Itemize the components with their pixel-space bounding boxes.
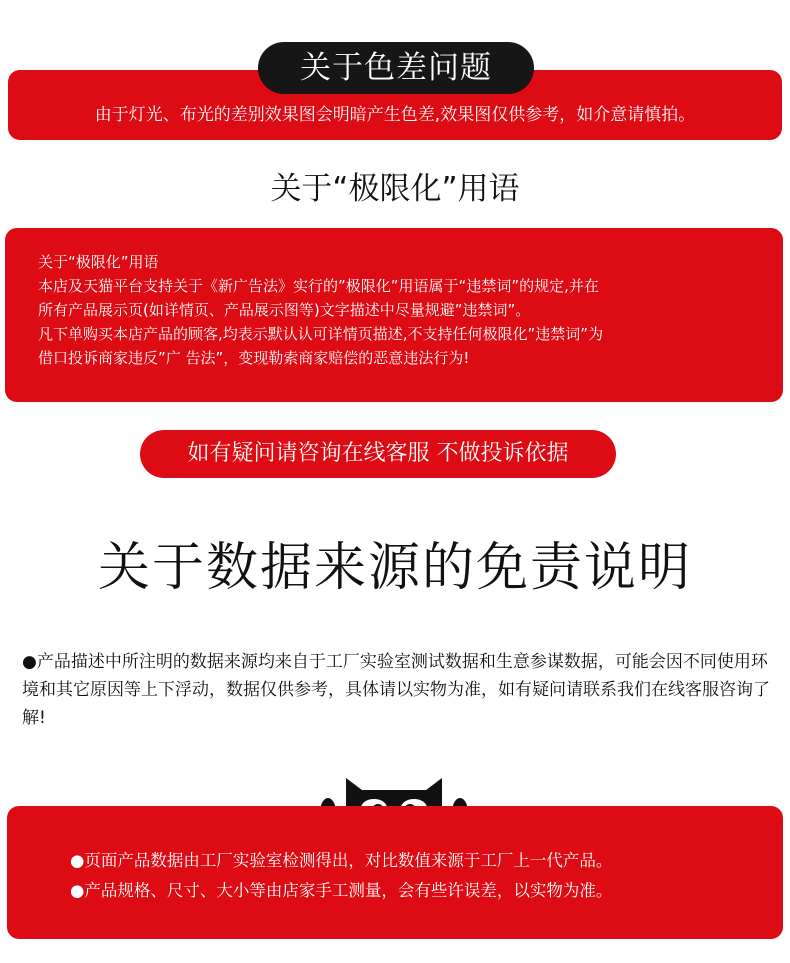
factory-note-line: ●页面产品数据由工厂实验室检测得出，对比数值来源于工厂上一代产品。 [70,851,613,870]
extreme-terms-text [38,250,758,370]
color-notice-text: 由于灯光、布光的差别效果图会明暗产生色差,效果图仅供参考，如介意请慎拍。 [94,105,696,125]
data-disclaimer-heading: 关于数据来源的免责说明 [97,538,692,598]
extreme-terms-line: 所有产品展示页(如详情页、产品展示图等)文字描述中尽量规避”违禁词”。 [38,301,531,319]
factory-notes-text [70,846,760,906]
factory-note-line: ●产品规格、尺寸、大小等由店家手工测量，会有些许误差，以实物为准。 [70,881,613,900]
extreme-terms-line: 关于“极限化”用语 [38,253,159,271]
extreme-terms-line: 借口投诉商家违反”广 告法”，变现勒索商家赔偿的恶意违法行为! [38,349,470,367]
consult-pill: 如有疑问请咨询在线客服 不做投诉依据 [140,430,616,478]
extreme-terms-heading: 关于“极限化”用语 [270,171,520,207]
color-notice-heading: 关于色差问题 [258,42,534,94]
extreme-terms-line: 本店及天猫平台支持关于《新广告法》实行的”极限化”用语属于“违禁词”的规定,并在 [38,277,599,295]
extreme-terms-line: 凡下单购买本店产品的顾客,均表示默认认可详情页描述,不支持任何极限化”违禁词”为 [38,325,604,343]
data-disclaimer-text: ●产品描述中所注明的数据来源均来自于工厂实验室测试数据和生意参谋数据，可能会因不同使用环境和其它原因等上下浮动，数据仅供参考，具体请以实物为准，如有疑问请联系我们在线客服咨询了解! [22,652,770,728]
